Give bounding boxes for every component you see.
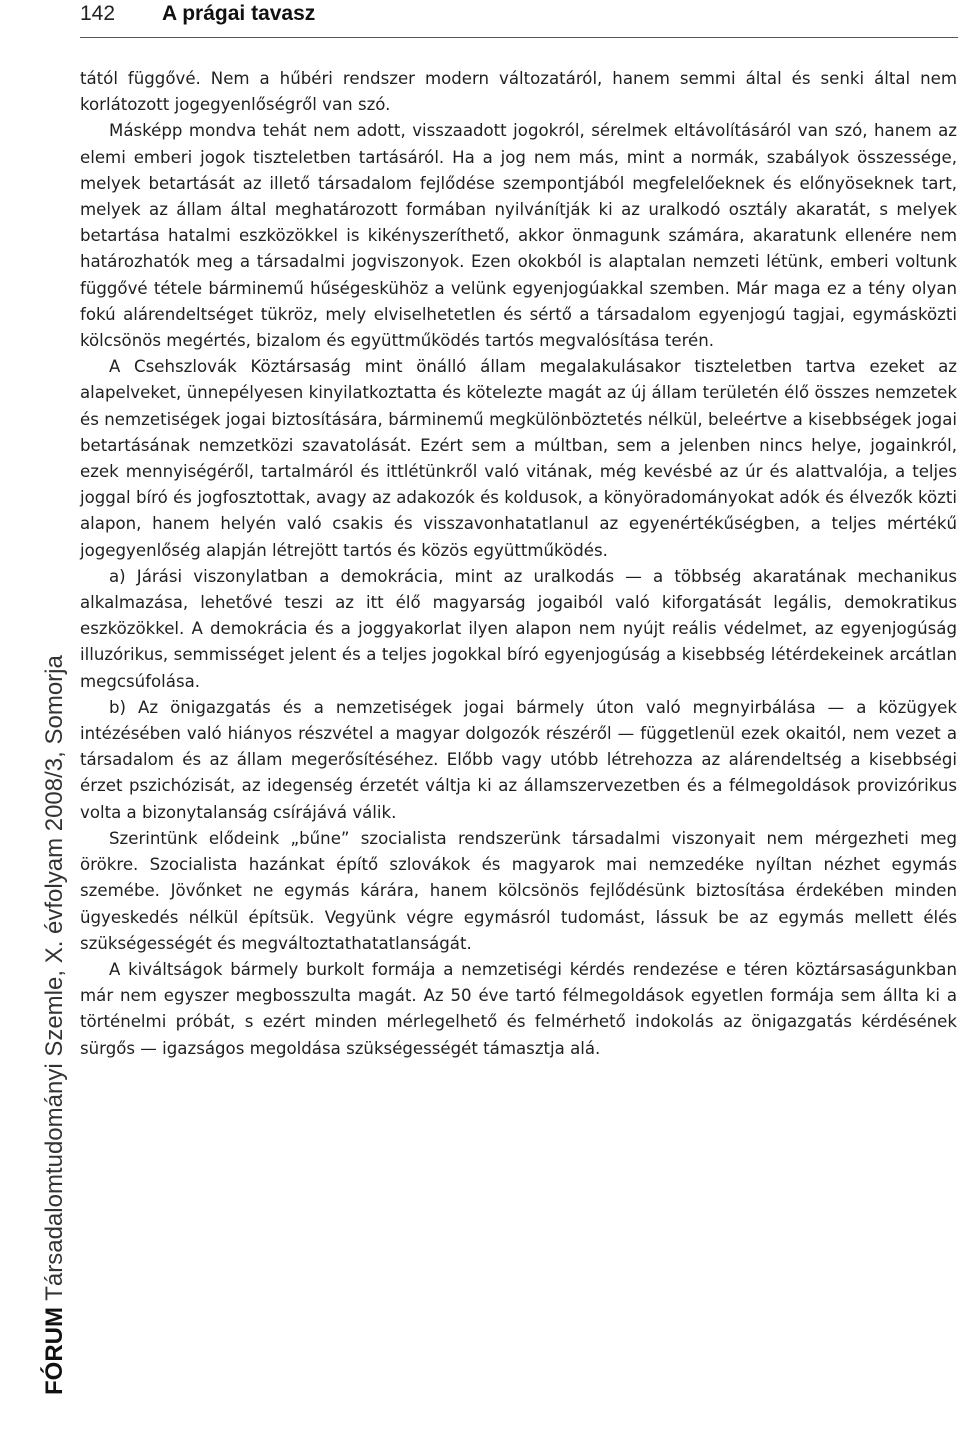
paragraph: Másképp mondva tehát nem adott, visszaadott jogokról, sérelmek eltávolításáról van szó, hanem az elemi emberi jogok tiszteletben tartásáról. Ha a jog nem más, mint a normák, szabályok összessége, melyek betartását az illető társadalom fejlődése szempontjából megfelelőeknek és előnyöseknek tart, melyek az állam által meghatározott formában nyilvánítják ki az uralkodó osztály akaratát, s melyek betartása hatalmi eszközökkel is kikényszeríthető, akkor önmagunk számára, akaratunk ellenére nem határozhatók meg a társadalmi jogviszonyok. Ezen okokból is alaptalan nemzeti létünk, emberi voltunk függővé tétele bárminemű hűségeskühöz a velünk egyenjogúakkal szemben. Már maga ez a tény olyan fokú alárendeltséget tükröz, mely elviselhetetlen és sértő a társadalom egyenjogú tagjai, egymásközti kölcsönös megértés, bizalom és együttműködés tartós megvalósítása terén. [80,121,957,351]
running-header [80,0,958,38]
journal-issue-info: Társadalomtudományi Szemle, X. évfolyam 2008/3, Somorja [41,655,68,1308]
paragraph: A Csehszlovák Köztársaság mint önálló állam megalakulásakor tiszteletben tartva ezeket az alapelveket, ünnepélyesen kinyilatkoztatta és kötelezte magát az új állam területén élő összes nemzetek és nemzetiségek jogai biztosítására, bárminemű megkülönböztetés nélkül, beleértve a kisebbségek jogai betartásának nemzetközi szavatolását. Ezért sem a múltban, sem a jelenben nincs helye, jogainkról, ezek mennyiségéről, tartalmáról és ittlétünkről való vitának, még kevésbé az úr és alattvalója, a teljes joggal bíró és jogfosztottak, avagy az adakozók és koldusok, a könyöradományokat adók és élvezők közti alapon, hanem helyén való csakis és visszavonhatatlanul az egyenértékűségben, a teljes mértékű jogegyenlőség alapján létrejött tartós és közös együttműködés. [80,357,957,560]
paragraph: Szerintünk elődeink „bűne” szocialista rendszerünk társadalmi viszonyait nem mérgezheti meg örökre. Szocialista hazánkat építő szlovákok és magyarok mai nemzedéke nyíltan nézhet egymás szemébe. Jövőnket ne egymás kárára, hanem kölcsönös fejlődésünk biztosítása érdekében minden ügyeskedés nélkül építsük. Vegyünk végre egymásról tudomást, lássuk be az egymás mellett élés szükségességét és megváltoztathatatlanságát. [80,828,957,953]
paragraph: a) Járási viszonylatban a demokrácia, mint az uralkodás — a többség akaratának mechanikus alkalmazása, lehetővé teszi az itt élő magyarság jogaiból való kiforgatását legális, demokratikus eszközökkel. A demokrácia és a joggyakorlat ilyen alapon nem nyújt reális védelmet, az egyenjogúság illuzórikus, semmisséget jelent és a teljes jogokkal bíró egyenjogúság a kisebbség létérdekeinek arcátlan megcsúfolása. [80,566,957,691]
article-body [80,66,957,1062]
paragraph: A kiváltságok bármely burkolt formája a nemzetiségi kérdés rendezése e téren köztársaságunkban már nem egyszer megbosszulta magát. Az 50 éve tartó félmegoldások egyetlen formája sem állta ki a történelmi próbát, s ezért minden mérlegelhető és felmérhető indokolás az önigazgatás kérdésének sürgős — igazságos megoldása szükségességét támasztja alá. [80,959,957,1058]
running-title: A prágai tavasz [162,2,316,25]
paragraph: b) Az önigazgatás és a nemzetiségek jogai bármely úton való megnyirbálása — a közügyek intézésében való hiányos részvétel a magyar dolgozók részéről — függetlenül ezek okaitól, nem vezet a társadalom és az állam megerősítéséhez. Előbb vagy utóbb létrehozza az alárendeltség a kisebbségi érzet pszichózisát, az idegenség érzetét váltja ki az államszervezetben és a félmegoldások provizórikus volta a bizonytalanság csírájává válik. [80,697,957,822]
journal-side-label [40,495,70,1395]
journal-name-forum: FÓRUM [41,1307,68,1395]
page-number: 142 [80,2,116,25]
paragraph-continuation: tától függővé. Nem a hűbéri rendszer modern változatáról, hanem semmi által és senki által nem korlátozott jogegyenlőségről van szó. [80,69,957,115]
